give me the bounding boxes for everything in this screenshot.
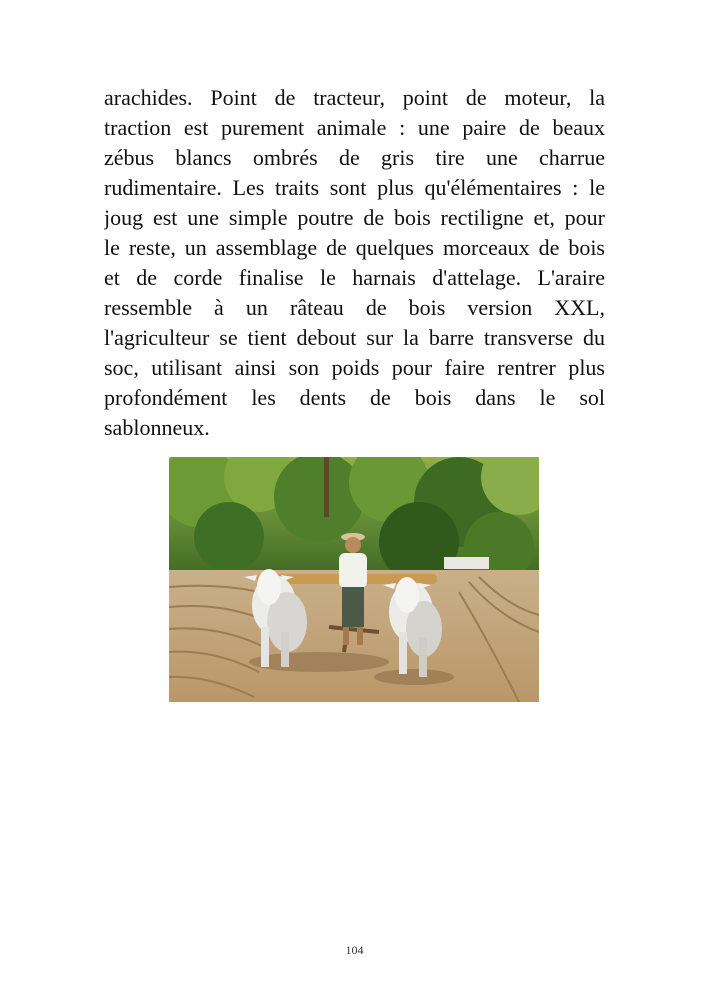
paragraph-line: profondément les dents de bois dans le sol xyxy=(104,385,605,410)
paragraph-line: et de corde finalise le harnais d'attelage. L'araire xyxy=(104,265,605,290)
paragraph-line: sablonneux. xyxy=(104,415,210,440)
paragraph-line: ressemble à un râteau de bois version XXL, xyxy=(104,295,605,320)
paragraph-line: zébus blancs ombrés de gris tire une charrue xyxy=(104,145,605,170)
paragraph-line: soc, utilisant ainsi son poids pour faire rentrer plus xyxy=(104,355,605,380)
body-paragraph xyxy=(104,83,605,443)
paragraph-line: traction est purement animale : une paire de beaux xyxy=(104,115,605,140)
paragraph-line: rudimentaire. Les traits sont plus qu'élémentaires : le xyxy=(104,175,605,200)
plowing-photo-illustration xyxy=(169,457,539,702)
plowing-photo xyxy=(169,457,539,702)
paragraph-line: arachides. Point de tracteur, point de moteur, la xyxy=(104,85,605,110)
page-number: 104 xyxy=(345,943,364,957)
paragraph-line: l'agriculteur se tient debout sur la barre transverse du xyxy=(104,325,605,350)
paragraph-line: joug est une simple poutre de bois rectiligne et, pour xyxy=(104,205,605,230)
paragraph-line: le reste, un assemblage de quelques morceaux de bois xyxy=(104,235,605,260)
